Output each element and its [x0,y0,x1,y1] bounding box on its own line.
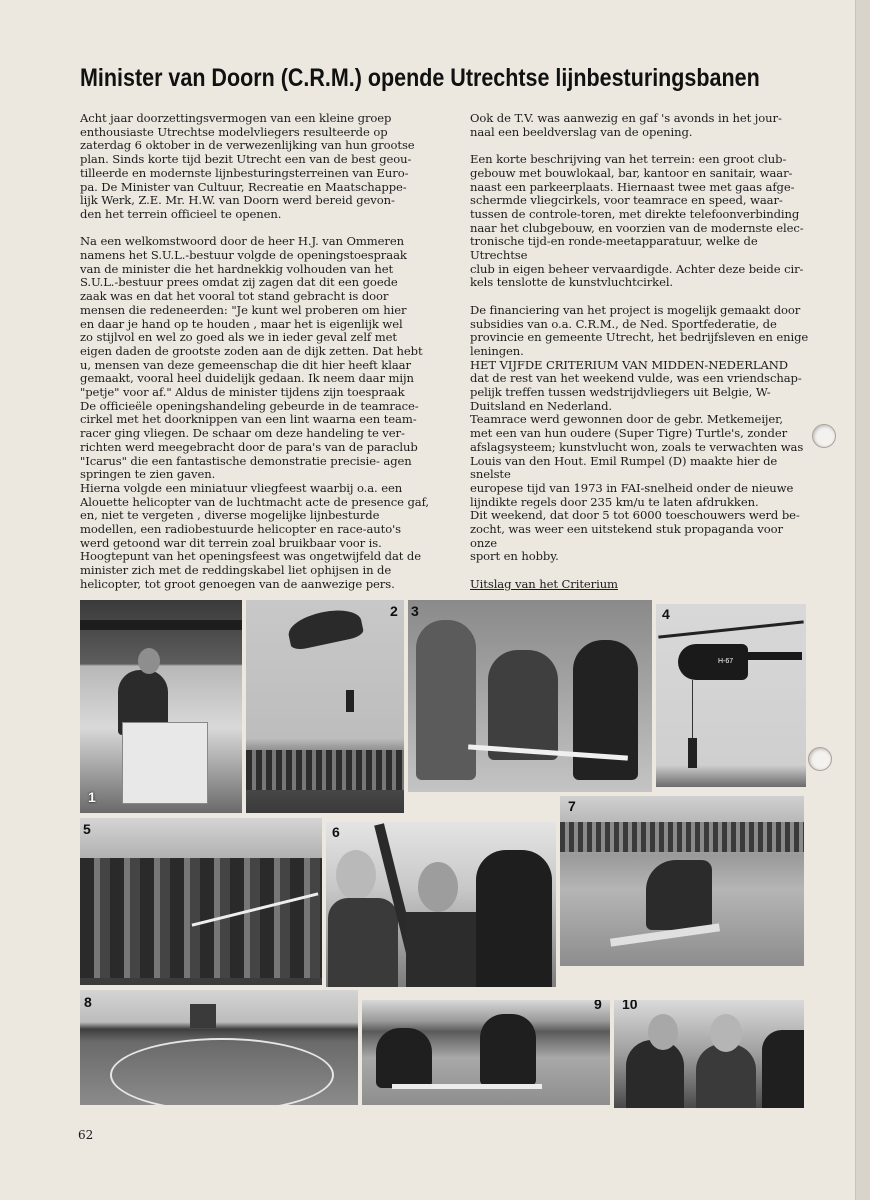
official-face-center [710,1014,742,1052]
helicopter-tail [744,652,802,660]
page-number: 62 [78,1128,94,1142]
article-right-column [470,112,810,633]
photo-number-8: 8 [84,994,92,1010]
photo-number-1: 1 [88,789,96,805]
helicopter-body [678,644,748,680]
photo-number-9: 9 [594,1000,602,1012]
photo-7-model-launch [560,796,804,966]
mechanic [646,860,712,930]
team-plane [392,1084,542,1089]
helicopter-marking: H-67 [718,658,734,665]
article-left-column [80,112,456,605]
photo-number-5: 5 [83,821,91,837]
man-right [476,850,552,987]
woman-face [336,850,376,900]
crowd-group [80,858,322,978]
photo-number-6: 6 [332,824,340,840]
crowd [246,750,404,790]
binder-hole-top [812,424,836,448]
photo-3-ribbon-cutting [408,600,652,792]
photo-6-guests [326,822,556,987]
flight-circle [110,1038,334,1105]
paragraph-financing: De financiering van het project is mogelijk gemaakt door subsidies van o.a. C.R.M., de Ned. Sportfederatie, de provincie en gemeente Utrecht, het bedrijfsleven en enige leningen. HET VIJFDE CRITERIUM VAN MIDDEN-NEDERLAND dat de rest van het weekend vulde, was een vriendschap- pelijk treffen tussen wedstrijdvliegers uit Belgie, W- Duitsland en Nederland. Teamrace werd gewonnen door de gebr. Metkemeijer, met een van hun oudere (Super Tigre) Turtle's, zonder afslagsysteem; kunstvlucht won, zoals te verwachten was Louis van den Hout. Emil Rumpel (D) maakte hier de snelste europese tijd van 1973 in FAI-snelheid onder de nieuwe lijndikte regels door 235 km/u te laten afdrukken. Dit weekend, dat door 5 tot 6000 toeschouwers werd be- zocht, was weer een uitstekend stuk propaganda voor onze sport en hobby. [470,302,809,564]
paragraph-terrain: Een korte beschrijving van het terrein: een groot club- gebouw met bouwlokaal, bar, kantoor en sanitair, waar- naast een parkeerplaats. Hiernaast twee met gaas afge- schermde vliegcirkels, voor teamrace en speed, waar- tussen de controle-toren, met direkte telefoonverbinding naar het clubgebouw, en voorzien van de modernste elec- tronische tijd-en ronde-meetapparatuur, welke de Utrechtse club in eigen beheer vervaardigde. Achter deze beide cir- kels tenslotte de kunstvluchtcirkel. [470,152,804,290]
man-face [418,862,458,912]
photo-2-parachute-jump [246,600,404,813]
paragraph-intro: Acht jaar doorzettingsvermogen van een kleine groep enthousiaste Utrechtse modelvliegers resulteerde op zaterdag 6 oktober in de verwezenlijking van hun grootse plan. Sinds korte tijd bezit Utrecht een van de best geou- tilleerde en modernste lijnbesturingsterreinen van Euro- pa. De Minister van Cultuur, Recreatie en Maatschappe- lijk Werk, Z.E. Mr. H.W. van Doorn werd bereid gevon- den het terrein officieel te openen. [80,111,415,221]
woman-body [328,898,398,987]
official-right [762,1030,804,1108]
photo-number-2: 2 [390,603,398,619]
official-center [696,1044,756,1108]
photo-10-officials [614,1000,804,1108]
binder-hole-bottom [808,747,832,771]
lectern [122,722,208,804]
control-tower [190,1004,216,1028]
article-title: Minister van Doorn (C.R.M.) opende Utrechtse lijnbesturingsbanen [80,64,760,92]
paragraph-tv: Ook de T.V. was aanwezig en gaf 's avonds in het jour- naal een beeldverslag van de opening. [470,111,782,139]
roof-beam [80,620,242,630]
paragraph-speech: Na een welkomstwoord door de heer H.J. van Ommeren namens het S.U.L.-bestuur volgde de openingstoespraak van de minister die het hardnekkig volhouden van het S.U.L.-bestuur prees omdat zij zagen dat dit een goede zaak was en dat het vooral tot stand gebracht is door mensen die redeneerden: "Je kunt wel proberen om hier en daar je hand op te houden , maar het is eigenlijk wel zo stijlvol en wel zo goed als we in ieder geval zelf met eigen daden de grootste zoden aan de dijk zetten. Dat hebt u, mensen van deze gemeenschap die dit hier heeft klaar gemaakt, vooral heel duidelijk gedaan. Ik neem daar mijn "petje" voor af." Aldus de minister tijdens zijn toespraak De officieële openingshandeling gebeurde in de teamrace- cirkel met het doorknippen van een lint waarna een team- racer ging vliegen. De schaar om deze handeling te ver- richten werd meegebracht door de para's van de paraclub "Icarus" die een fantastische demonstratie precisie- agen springen te zien gaven. Hierna volgde een miniatuur vliegfeest waarbij o.a. een Alouette helicopter van de luchtmacht acte de presence gaf, en, niet te vergeten , diverse mogelijke lijnbesturde modellen, een radiobestuurde helicopter en race-auto's werd getoond war dit terrein zoal bruikbaar voor is. Hoogtepunt van het openingsfeest was ongetwijfeld dat de minister zich met de reddingskabel liet ophijsen in de helicopter, tot groot genoegen van de aanwezige pers. [80,234,429,591]
hoist-cable [692,680,693,740]
hoisted-person [688,738,697,768]
photo-number-10: 10 [622,1000,638,1012]
pilot-right [480,1014,536,1086]
official-face-left [648,1014,678,1050]
photo-number-4: 4 [662,606,670,622]
spectator-fence [560,822,804,852]
photo-1-minister-speech [80,600,242,813]
rotor-blade [658,620,804,638]
speaker-head [138,648,160,674]
man-body [406,912,476,987]
photo-9-pilots [362,1000,610,1105]
parachutist [346,690,354,712]
photo-8-flying-field [80,990,358,1105]
results-heading: Uitslag van het Criterium [470,576,618,591]
photo-number-7: 7 [568,798,576,814]
person-center [488,650,558,760]
pilot-left [376,1028,432,1088]
page-edge [855,0,870,1200]
official-left [626,1040,684,1108]
parachute-canopy [285,605,364,652]
person-left [416,620,476,780]
photo-4-helicopter [656,604,806,787]
photo-number-3: 3 [411,603,419,619]
photo-5-opening-crowd [80,818,322,985]
